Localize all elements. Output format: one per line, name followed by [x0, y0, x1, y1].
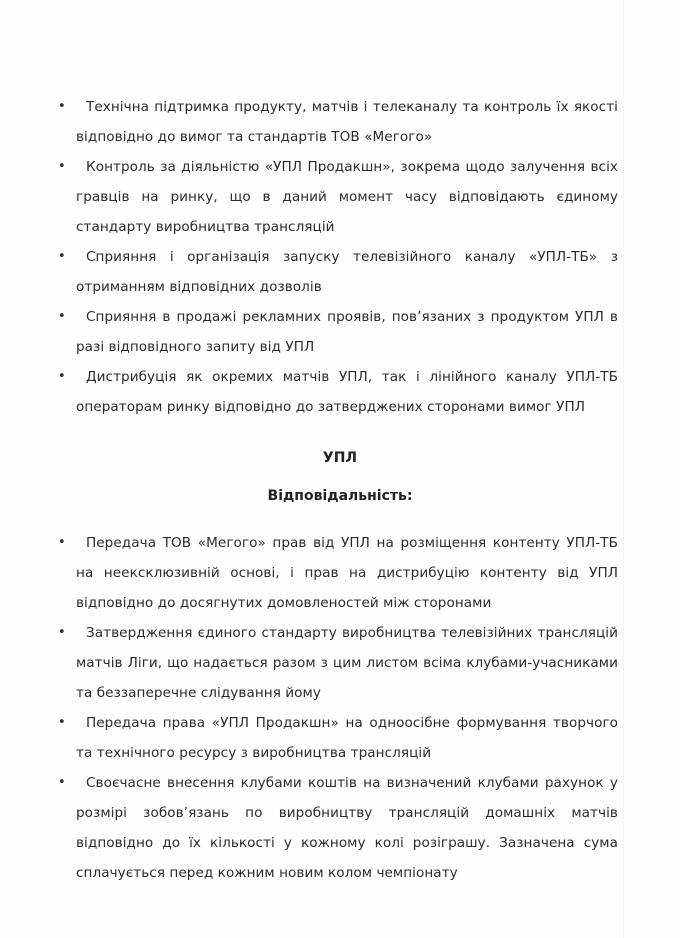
list-item [58, 768, 618, 888]
list-item [58, 708, 618, 768]
list-item-text: Сприяння в продажі рекламних проявів, пов’язаних з продуктом УПЛ в разі відповідного запиту від УПЛ [76, 309, 618, 355]
bullet-icon: • [58, 159, 66, 174]
bullet-icon: • [58, 309, 66, 324]
bullet-icon: • [58, 625, 66, 640]
list-item-text: Контроль за діяльністю «УПЛ Продакшн», зокрема щодо залучення всіх гравців на ринку, що в даний момент часу відповідають єдиному стандарту виробництва трансляцій [76, 159, 618, 235]
list-item [58, 302, 618, 362]
bullet-icon: • [58, 535, 66, 550]
responsibilities-list-upl [58, 528, 618, 888]
list-item [58, 92, 618, 152]
bullet-icon: • [58, 249, 66, 264]
list-item-text: Затвердження єдиного стандарту виробництва телевізійних трансляцій матчів Ліги, що надається разом з цим листом всіма клубами-учасниками та беззаперечне слідування йому [76, 625, 618, 701]
list-item [58, 152, 618, 242]
section-organization-heading: УПЛ [322, 450, 358, 466]
list-item [58, 362, 618, 422]
bullet-icon: • [58, 369, 66, 384]
list-item-text: Передача ТОВ «Мегого» прав від УПЛ на розміщення контенту УПЛ-ТБ на неексклюзивній основі, і прав на дистрибуцію контенту від УПЛ відповідно до досягнутих домовленостей між сторонами [76, 535, 618, 611]
list-item-text: Технічна підтримка продукту, матчів і телеканалу та контроль їх якості відповідно до вимог та стандартів ТОВ «Мегого» [76, 99, 618, 145]
bullet-icon: • [58, 775, 66, 790]
bullet-icon: • [58, 715, 66, 730]
list-item [58, 618, 618, 708]
section-responsibility-heading: Відповідальність: [267, 488, 413, 504]
list-item-text: Дистрибуція як окремих матчів УПЛ, так і лінійного каналу УПЛ-ТБ операторам ринку відповідно до затверджених сторонами вимог УПЛ [76, 369, 618, 415]
responsibilities-list-megogo [58, 92, 618, 422]
list-item [58, 242, 618, 302]
list-item-text: Своєчасне внесення клубами коштів на визначений клубами рахунок у розмірі зобов’язань по виробництву трансляцій домашніх матчів відповідно до їх кількості у кожному колі розіграшу. Зазначена сума сплачується перед кожним новим колом чемпіонату [76, 775, 618, 881]
list-item-text: Сприяння і організація запуску телевізійного каналу «УПЛ-ТБ» з отриманням відповідних дозволів [76, 249, 618, 295]
list-item [58, 528, 618, 618]
bullet-icon: • [58, 99, 66, 114]
list-item-text: Передача права «УПЛ Продакшн» на одноосібне формування творчого та технічного ресурсу з виробництва трансляцій [76, 715, 618, 761]
